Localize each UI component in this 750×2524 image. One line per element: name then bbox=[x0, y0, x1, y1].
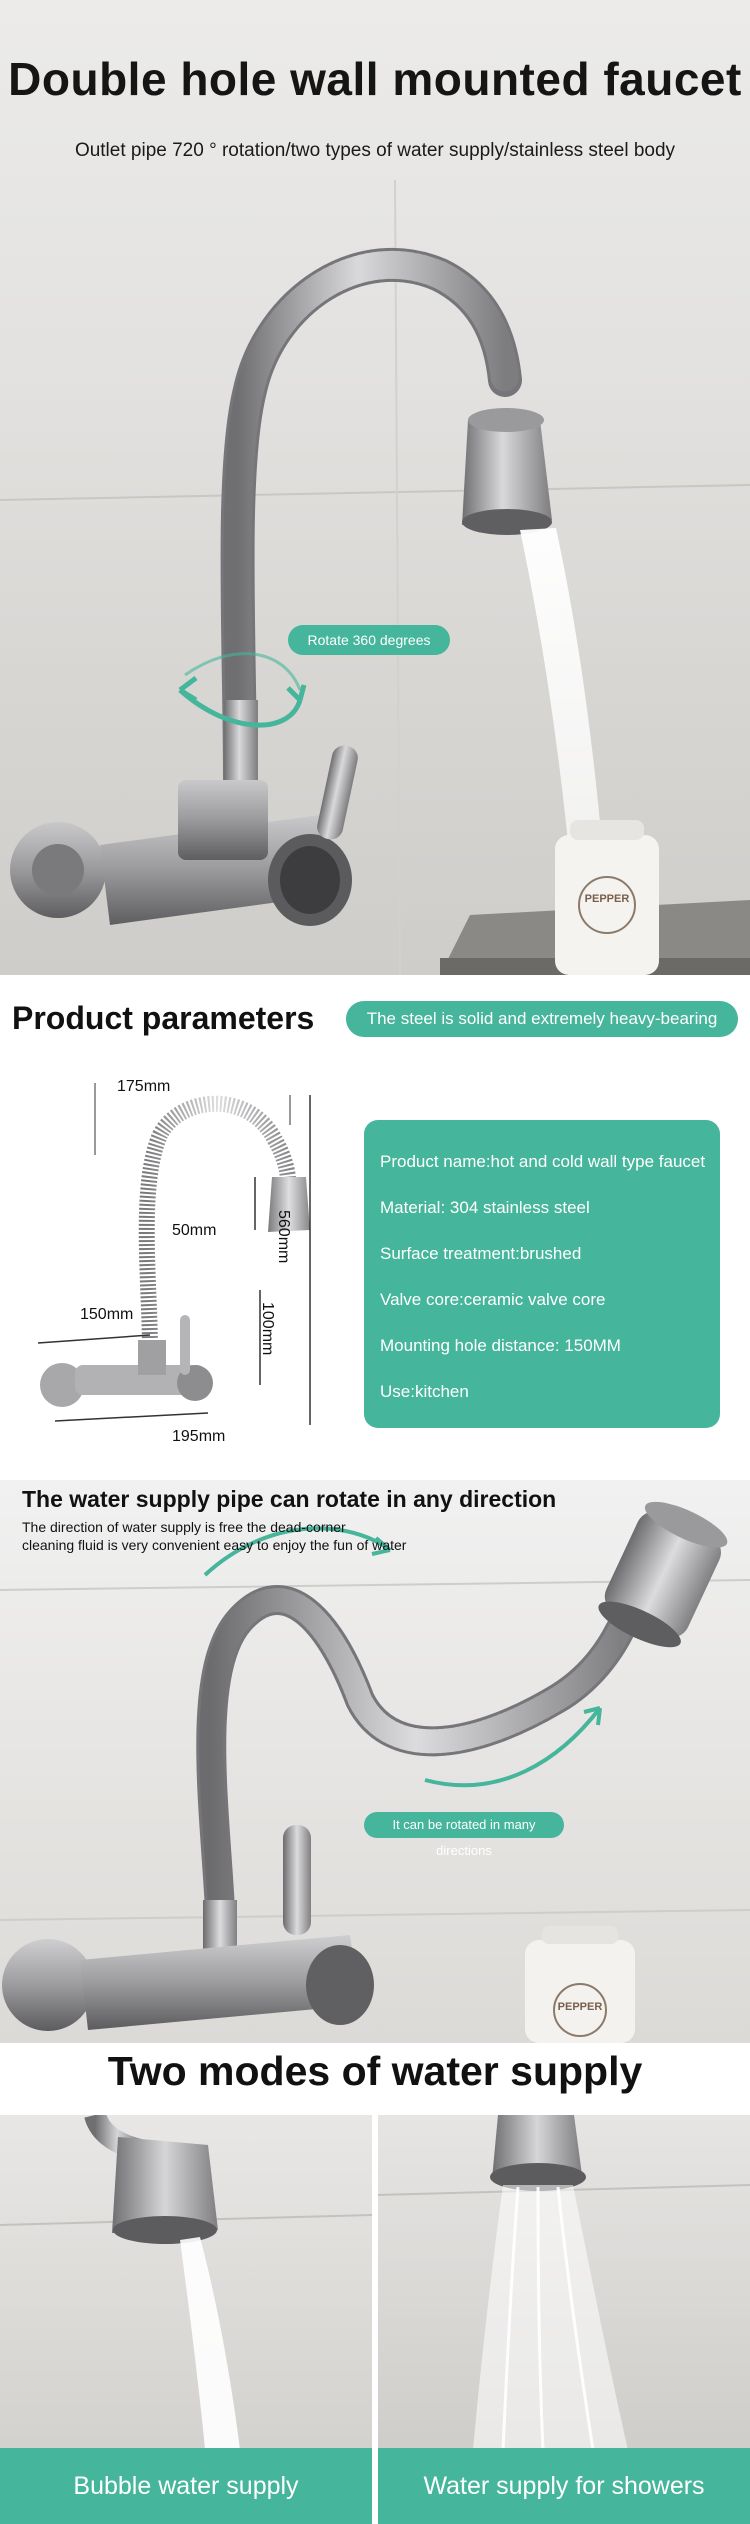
rotation-description bbox=[22, 1518, 406, 1554]
pepper-jar bbox=[555, 835, 659, 975]
rotation-faucet-photo bbox=[0, 1480, 750, 2043]
dim-base: 195mm bbox=[172, 1428, 226, 1445]
rotation-lever bbox=[283, 1825, 311, 1935]
rotation-section bbox=[0, 1480, 750, 2043]
spec-product-name: Product name:hot and cold wall type faucet bbox=[380, 1152, 706, 1171]
rotation-desc-line-2: cleaning fluid is very convenient easy to enjoy the fun of water bbox=[22, 1537, 407, 1553]
pepper-jar bbox=[525, 1940, 635, 2043]
pepper-jar-label: PEPPER bbox=[584, 893, 630, 905]
tile-line bbox=[0, 485, 750, 500]
dim-hole: 150mm bbox=[80, 1306, 134, 1323]
rotate-badge: Rotate 360 degrees bbox=[288, 625, 450, 655]
rotation-escutcheon bbox=[2, 1939, 94, 2031]
tile-line bbox=[395, 180, 400, 975]
dim-height: 560mm bbox=[275, 1210, 292, 1264]
dimension-drawing bbox=[20, 1065, 360, 1450]
spray-head-top bbox=[468, 408, 544, 432]
mode-bubble-panel bbox=[0, 2115, 372, 2524]
section-title-parameters: Product parameters bbox=[12, 1000, 315, 1036]
diagram-lever bbox=[180, 1315, 190, 1375]
rotation-desc-line-1: The direction of water supply is free the dead-corner bbox=[22, 1519, 346, 1535]
dim-spout: 50mm bbox=[172, 1222, 217, 1239]
spec-mounting: Mounting hole distance: 150MM bbox=[380, 1336, 621, 1355]
section-title-rotation: The water supply pipe can rotate in any direction bbox=[22, 1486, 557, 1512]
lever-handle bbox=[315, 743, 360, 841]
dim-top: 175mm bbox=[117, 1078, 171, 1095]
page-subtitle: Outlet pipe 720 ° rotation/two types of water supply/stainless steel body bbox=[74, 140, 676, 161]
spec-valve: Valve core:ceramic valve core bbox=[380, 1290, 606, 1309]
section-title-modes: Two modes of water supply bbox=[107, 2048, 643, 2094]
mode-shower-panel bbox=[378, 2115, 750, 2524]
spec-use: Use:kitchen bbox=[380, 1382, 469, 1401]
spec-card bbox=[364, 1120, 720, 1428]
shower-mode-label: Water supply for showers bbox=[378, 2448, 750, 2524]
dim-body: 100mm bbox=[259, 1302, 276, 1356]
parameters-tagline: The steel is solid and extremely heavy-bearing bbox=[346, 1001, 738, 1037]
valve-housing bbox=[178, 780, 268, 860]
pepper-jar-label: PEPPER bbox=[557, 2001, 603, 2013]
bubble-mode-label: Bubble water supply bbox=[0, 2448, 372, 2524]
faucet-diagram bbox=[20, 1065, 360, 1450]
page-title: Double hole wall mounted faucet bbox=[8, 53, 742, 105]
rotation-badge: It can be rotated in many directions bbox=[364, 1812, 564, 1838]
spec-material: Material: 304 stainless steel bbox=[380, 1198, 590, 1217]
spec-surface: Surface treatment:brushed bbox=[380, 1244, 582, 1263]
